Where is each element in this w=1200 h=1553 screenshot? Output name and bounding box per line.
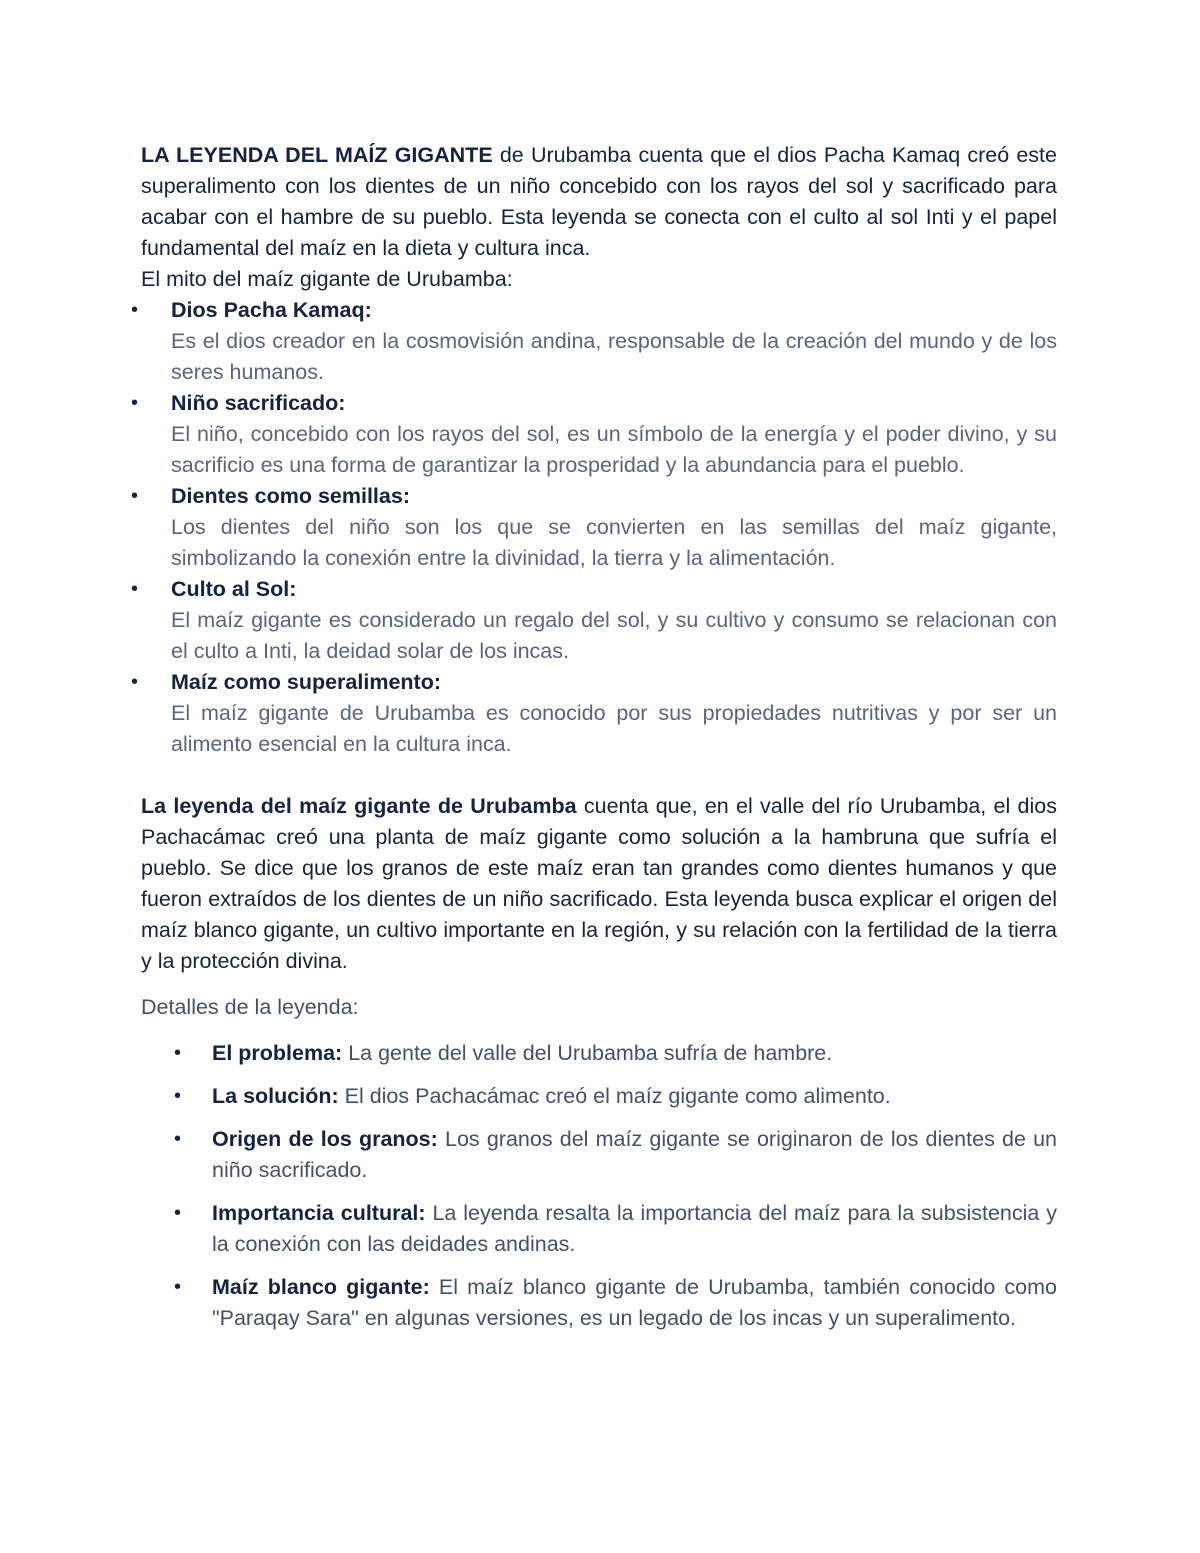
item-term: Origen de los granos: <box>212 1127 438 1151</box>
item-description: El maíz blanco gigante de Urubamba, también conocido como "Paraqay Sara" en algunas versiones, es un legado de los incas y un superalimento. <box>212 1275 1057 1330</box>
item-term: Maíz como superalimento: <box>171 670 441 694</box>
intro-text: de Urubamba cuenta que el dios Pacha Kamaq creó este superalimento con los dientes de un niño concebido con los rayos del sol y sacrificado para acabar con el hambre de su pueblo. Esta leyenda se conecta con el culto al sol Inti y el papel fundamental del maíz en la dieta y cultura inca. <box>141 143 1057 260</box>
list-item <box>131 667 1057 760</box>
item-description: La leyenda resalta la importancia del maíz para la subsistencia y la conexión con las deidades andinas. <box>212 1201 1057 1256</box>
item-description: El maíz gigante es considerado un regalo del sol, y su cultivo y consumo se relacionan con el culto a Inti, la deidad solar de los incas. <box>171 608 1057 663</box>
item-term: El problema: <box>212 1041 343 1065</box>
item-description: Los granos del maíz gigante se originaron de los dientes de un niño sacrificado. <box>212 1127 1057 1182</box>
bullet-icon: • <box>131 578 139 600</box>
bullet-icon: • <box>174 1085 182 1107</box>
myth-subtitle: El mito del maíz gigante de Urubamba: <box>141 267 513 291</box>
list-item <box>141 1081 1057 1112</box>
section-two-text: cuenta que, en el valle del río Urubamba, el dios Pachacámac creó una planta de maíz gigante como solución a la hambruna que sufría el pueblo. Se dice que los granos de este maíz eran tan grandes como dientes humanos y que fueron extraídos de los dientes de un niño sacrificado. Esta leyenda busca explicar el origen del maíz blanco gigante, un cultivo importante en la región, y su relación con la fertilidad de la tierra y la protección divina. <box>141 794 1057 973</box>
section-two <box>141 791 1057 977</box>
myth-list <box>131 295 1057 760</box>
item-description: El niño, concebido con los rayos del sol, es un símbolo de la energía y el poder divino, y su sacrificio es una forma de garantizar la prosperidad y la abundancia para el pueblo. <box>171 422 1057 477</box>
item-term: Culto al Sol: <box>171 577 297 601</box>
list-item <box>141 1038 1057 1069</box>
list-item <box>141 1124 1057 1186</box>
bullet-icon: • <box>131 392 139 414</box>
item-term: Dios Pacha Kamaq: <box>171 298 372 322</box>
item-description: Es el dios creador en la cosmovisión andina, responsable de la creación del mundo y de los seres humanos. <box>171 329 1057 384</box>
list-item <box>131 574 1057 667</box>
list-item <box>131 481 1057 574</box>
bullet-icon: • <box>174 1202 182 1224</box>
bullet-icon: • <box>174 1128 182 1150</box>
bullet-icon: • <box>131 671 139 693</box>
item-description: La gente del valle del Urubamba sufría de hambre. <box>342 1041 833 1065</box>
document-page <box>131 140 1057 1346</box>
item-term: Niño sacrificado: <box>171 391 346 415</box>
intro-title: LA LEYENDA DEL MAÍZ GIGANTE <box>141 143 493 167</box>
item-term: La solución: <box>212 1084 339 1108</box>
list-item <box>131 388 1057 481</box>
item-term: Importancia cultural: <box>212 1201 426 1225</box>
bullet-icon: • <box>174 1042 182 1064</box>
section-two-paragraph <box>141 791 1057 977</box>
item-term: Dientes como semillas: <box>171 484 410 508</box>
details-title: Detalles de la leyenda: <box>141 995 359 1019</box>
item-description: El dios Pachacámac creó el maíz gigante como alimento. <box>338 1084 891 1108</box>
section-two-title: La leyenda del maíz gigante de Urubamba <box>141 794 577 818</box>
bullet-icon: • <box>174 1276 182 1298</box>
item-description: El maíz gigante de Urubamba es conocido por sus propiedades nutritivas y por ser un alimento esencial en la cultura inca. <box>171 701 1057 756</box>
intro-paragraph <box>141 140 1057 264</box>
bullet-icon: • <box>131 485 139 507</box>
list-item <box>131 295 1057 388</box>
list-item <box>141 1198 1057 1260</box>
item-description: Los dientes del niño son los que se convierten en las semillas del maíz gigante, simbolizando la conexión entre la divinidad, la tierra y la alimentación. <box>171 515 1057 570</box>
details-list <box>141 1038 1057 1334</box>
bullet-icon: • <box>131 299 139 321</box>
list-item <box>141 1272 1057 1334</box>
item-term: Maíz blanco gigante: <box>212 1275 430 1299</box>
